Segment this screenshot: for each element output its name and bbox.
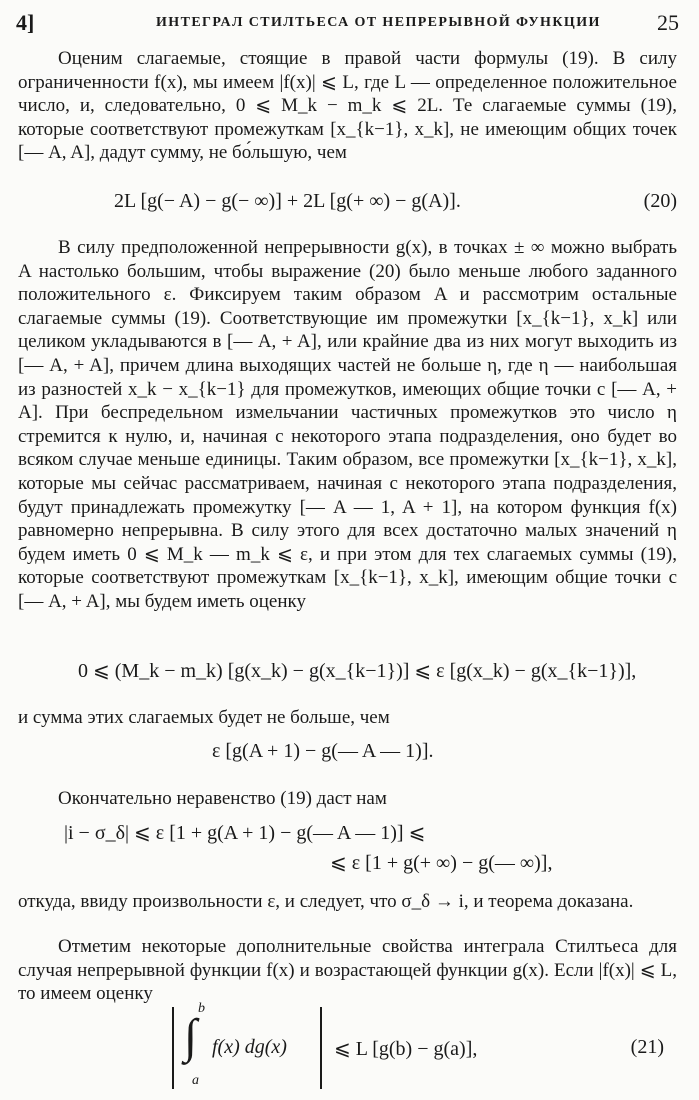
equation-estimate-formula: 0 ⩽ (M_k − m_k) [g(x_k) − g(x_{k−1})] ⩽ ε [g(x_k) − g(x_{k−1})], — [78, 660, 637, 682]
equation-21-number: (21) — [630, 1036, 664, 1058]
running-title: ИНТЕГРАЛ СТИЛТЬЕСА ОТ НЕПРЕРЫВНОЙ ФУНКЦИИ — [156, 15, 601, 30]
upper-limit: b — [198, 1001, 205, 1016]
paragraph-1: Оценим слагаемые, стоящие в правой части формулы (19). В силу ограниченности f(x), мы имеем |f(x)| ⩽ L, где L — определенное положительное число, и, следовательно, 0 ⩽ M_k − m_k ⩽ 2L. Те слагаемые суммы (19), которые соответствуют промежуткам [x_{k−1}, x_k], не имеющим общих точек [— A, A], дадут сумму, не бо́льшую, чем — [18, 48, 677, 164]
equation-final-line-1-formula: |i − σ_δ| ⩽ ε [1 + g(A + 1) − g(— A — 1)] ⩽ — [64, 822, 426, 844]
section-marker: 4] — [16, 10, 35, 35]
paragraph-3: и сумма этих слагаемых будет не больше, чем — [18, 707, 390, 728]
integral-bound: ⩽ L [g(b) − g(a)], — [334, 1038, 478, 1060]
paragraph-2: В силу предположенной непрерывности g(x), в точках ± ∞ можно выбрать A настолько большим, чтобы выражение (20) было меньше любого заданного положительного ε. Фиксируем таким образом A и рассмотрим остальные слагаемые суммы (19). Соответствующие им промежутки [x_{k−1}, x_k] или целиком укладываются в [— A, + A], или крайние два из них могут выходить из [— A, + A], причем длина выходящих частей не больше η, где η — наибольшая из разностей x_k − x_{k−1} для промежутков, имеющих общие точки с [— A, + A]. При беспредельном измельчании частичных промежутков это число η стремится к нулю, и, начиная с некоторого этапа подразделения, оно будет во всяком случае меньше единицы. Таким образом, все промежутки [x_{k−1}, x_k], которые мы сейчас рассматриваем, начиная с некоторого этапа подразделения, будут принадлежать промежутку [— A — 1, A + 1], на котором функция f(x) равномерно непрерывна. В силу этого для всех достаточно малых значений η будем иметь 0 ⩽ M_k — m_k ⩽ ε, и при этом для тех слагаемых суммы (19), которые соответствуют промежуткам [x_{k−1}, x_k], имеющим общие точки с [— A, + A], мы будем иметь оценку — [18, 237, 677, 612]
integrand: f(x) dg(x) — [212, 1036, 287, 1058]
equation-sum-formula: ε [g(A + 1) − g(— A — 1)]. — [212, 740, 434, 762]
paragraph-6: Отметим некоторые дополнительные свойства интеграла Стилтьеса для случая непрерывной функции f(x) и возрастающей функции g(x). Если |f(x)| ⩽ L, то имеем оценку — [18, 936, 677, 1005]
paragraph-5: откуда, ввиду произвольности ε, и следует, что σ_δ → i, и теорема доказана. — [18, 891, 634, 912]
equation-20-formula: 2L [g(− A) − g(− ∞)] + 2L [g(+ ∞) − g(A)]. — [114, 190, 461, 212]
lower-limit: a — [192, 1073, 199, 1088]
absolute-value-bar-left — [172, 1007, 174, 1089]
page-number: 25 — [657, 10, 679, 35]
paragraph-4: Окончательно неравенство (19) даст нам — [58, 788, 387, 809]
equation-20-number: (20) — [643, 190, 677, 212]
equation-final-line-2-formula: ⩽ ε [1 + g(+ ∞) − g(— ∞)], — [330, 852, 553, 874]
page-header — [16, 10, 679, 40]
equation-21 — [172, 1001, 692, 1097]
absolute-value-bar-right — [320, 1007, 322, 1089]
integral-sign: ∫ — [184, 1010, 198, 1063]
